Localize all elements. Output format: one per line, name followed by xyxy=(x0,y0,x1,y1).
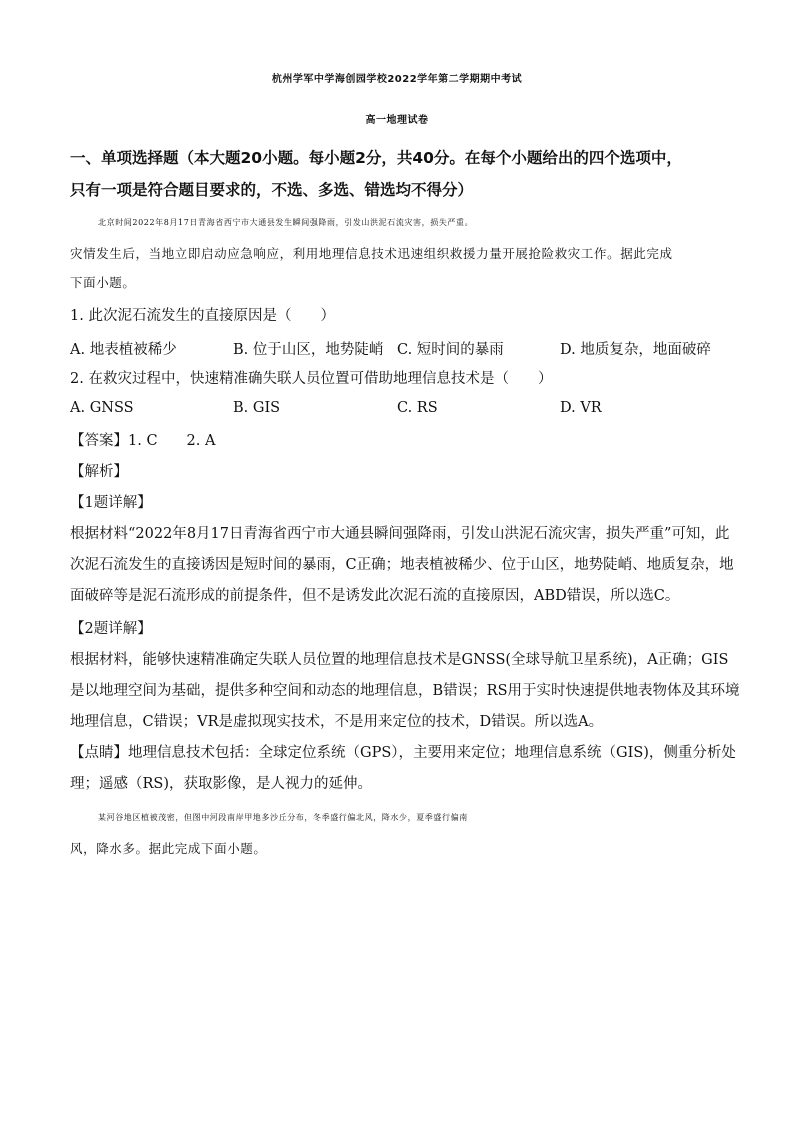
q1-detail-line1: 根据材料“2022年8月17日青海省西宁市大通县瞬间强降雨，引发山洪泥石流灾害，损失严重”可知，此 xyxy=(70,526,730,542)
q2-detail-line3: 地理信息，C错误；VR是虚拟现实技术，不是用来定位的技术，D错误。所以选A。 xyxy=(70,714,604,730)
question-1-option-a: A. 地表植被稀少 xyxy=(70,342,177,358)
section-heading-line2: 只有一项是符合题目要求的，不选、多选、错选均不得分） xyxy=(70,181,474,199)
question-1-stem: 1. 此次泥石流发生的直接原因是（ ） xyxy=(70,308,335,324)
question-2-stem: 2. 在救灾过程中，快速精准确失联人员位置可借助地理信息技术是（ ） xyxy=(70,371,553,387)
question-2-option-a: A. GNSS xyxy=(70,400,134,416)
question-1-option-b: B. 位于山区，地势陡峭 xyxy=(233,342,384,358)
q1-detail-line3: 面破碎等是泥石流形成的前提条件，但不是诱发此次泥石流的直接原因，ABD错误，所以选C。 xyxy=(70,588,680,604)
answer-line: 【答案】1. C 2. A xyxy=(70,433,216,449)
material1-line2: 灾情发生后，当地立即启动应急响应，利用地理信息技术迅速组织救援力量开展抢险救灾工作。据此完成 xyxy=(70,246,673,261)
q2-detail-label: 【2题详解】 xyxy=(70,621,152,637)
question-2-option-c: C. RS xyxy=(397,400,438,416)
exam-title: 杭州学军中学海创园学校2022学年第二学期期中考试 xyxy=(271,74,523,85)
q2-detail-line1: 根据材料，能够快速精准确定失联人员位置的地理信息技术是GNSS(全球导航卫星系统)，A正确；GIS xyxy=(70,652,729,668)
material1-line3: 下面小题。 xyxy=(70,275,136,290)
question-2-option-d: D. VR xyxy=(560,400,602,416)
question-1-option-d: D. 地质复杂，地面破碎 xyxy=(560,342,711,358)
material2-line1: 某河谷地区植被茂密，但图中河段南岸甲地多沙丘分布，冬季盛行偏北风，降水少，夏季盛行偏南 xyxy=(98,813,468,822)
question-2-option-b: B. GIS xyxy=(233,400,281,416)
material2-line2: 风，降水多。据此完成下面小题。 xyxy=(70,841,267,856)
exam-subtitle: 高一地理试卷 xyxy=(365,115,429,126)
q1-detail-line2: 次泥石流发生的直接诱因是短时间的暴雨，C正确；地表植被稀少、位于山区，地势陡峭、地质复杂，地 xyxy=(70,557,734,573)
section-heading-line1: 一、单项选择题（本大题20小题。每小题2分，共40分。在每个小题给出的四个选项中， xyxy=(70,149,682,167)
q1-detail-label: 【1题详解】 xyxy=(70,495,152,511)
tip-line2: 理；遥感（RS)，获取影像，是人视力的延伸。 xyxy=(70,776,373,792)
question-1-option-c: C. 短时间的暴雨 xyxy=(397,342,504,358)
tip-line1: 【点睛】地理信息技术包括：全球定位系统（GPS），主要用来定位；地理信息系统（GIS)，侧重分析处 xyxy=(70,745,736,761)
analysis-label: 【解析】 xyxy=(70,464,128,480)
q2-detail-line2: 是以地理空间为基础，提供多种空间和动态的地理信息，B错误；RS用于实时快速提供地表物体及其环境 xyxy=(70,683,740,699)
material1-line1: 北京时间2022年8月17日青海省西宁市大通县发生瞬间强降雨，引发山洪泥石流灾害，损失严重。 xyxy=(98,218,474,227)
